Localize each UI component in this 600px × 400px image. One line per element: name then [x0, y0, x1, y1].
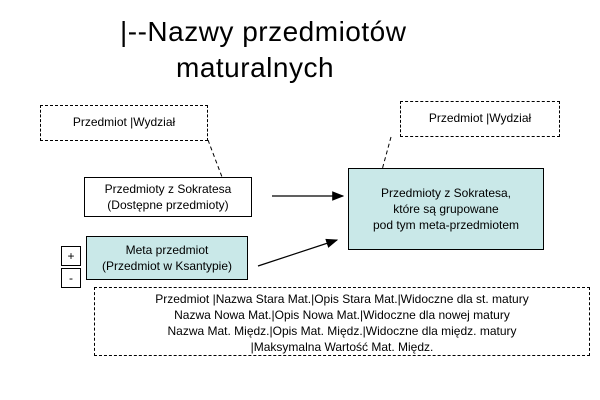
subjects-box[interactable] [84, 177, 252, 217]
note-left [40, 105, 208, 141]
description-line-4: |Maksymalna Wartość Mat. Międz. [250, 340, 434, 354]
attributes-description [94, 287, 590, 356]
subjects-box-line-2: (Dostępne przedmioty) [107, 198, 229, 212]
title-line-1: |--Nazwy przedmiotów [120, 16, 407, 47]
description-line-2: Nazwa Nowa Mat.|Opis Nowa Mat.|Widoczne dla nowej matury [174, 308, 510, 322]
note-left-label: Przedmiot |Wydział [72, 115, 176, 129]
note-right [400, 101, 560, 137]
plus-icon: + [67, 249, 75, 263]
grouped-box-line-1: Przedmioty z Sokratesa, [380, 186, 512, 200]
grouped-box-line-2: które są grupowane [393, 202, 499, 216]
note-left-connector [208, 140, 222, 177]
arrow-meta-to-grouped [258, 240, 337, 266]
note-right-label: Przedmiot |Wydział [428, 111, 532, 125]
note-right-connector [382, 137, 391, 170]
meta-box-line-2: (Przedmiot w Ksantypie) [101, 259, 233, 273]
meta-box-line-1: Meta przedmiot [125, 243, 209, 257]
expand-button[interactable] [61, 246, 81, 266]
description-line-3: Nazwa Mat. Międz.|Opis Mat. Międz.|Widoczne dla międz. matury [167, 324, 517, 338]
meta-subject-box[interactable] [86, 236, 248, 280]
grouped-box-line-3: pod tym meta-przedmiotem [372, 218, 520, 232]
subjects-box-line-1: Przedmioty z Sokratesa [104, 182, 232, 196]
description-line-1: Przedmiot |Nazwa Stara Mat.|Opis Stara Mat.|Widoczne dla st. matury [155, 292, 529, 306]
minus-icon: - [69, 271, 73, 285]
title-line-2: maturalnych [176, 52, 335, 83]
collapse-button[interactable] [61, 268, 81, 288]
grouped-subjects-box[interactable] [348, 168, 544, 250]
